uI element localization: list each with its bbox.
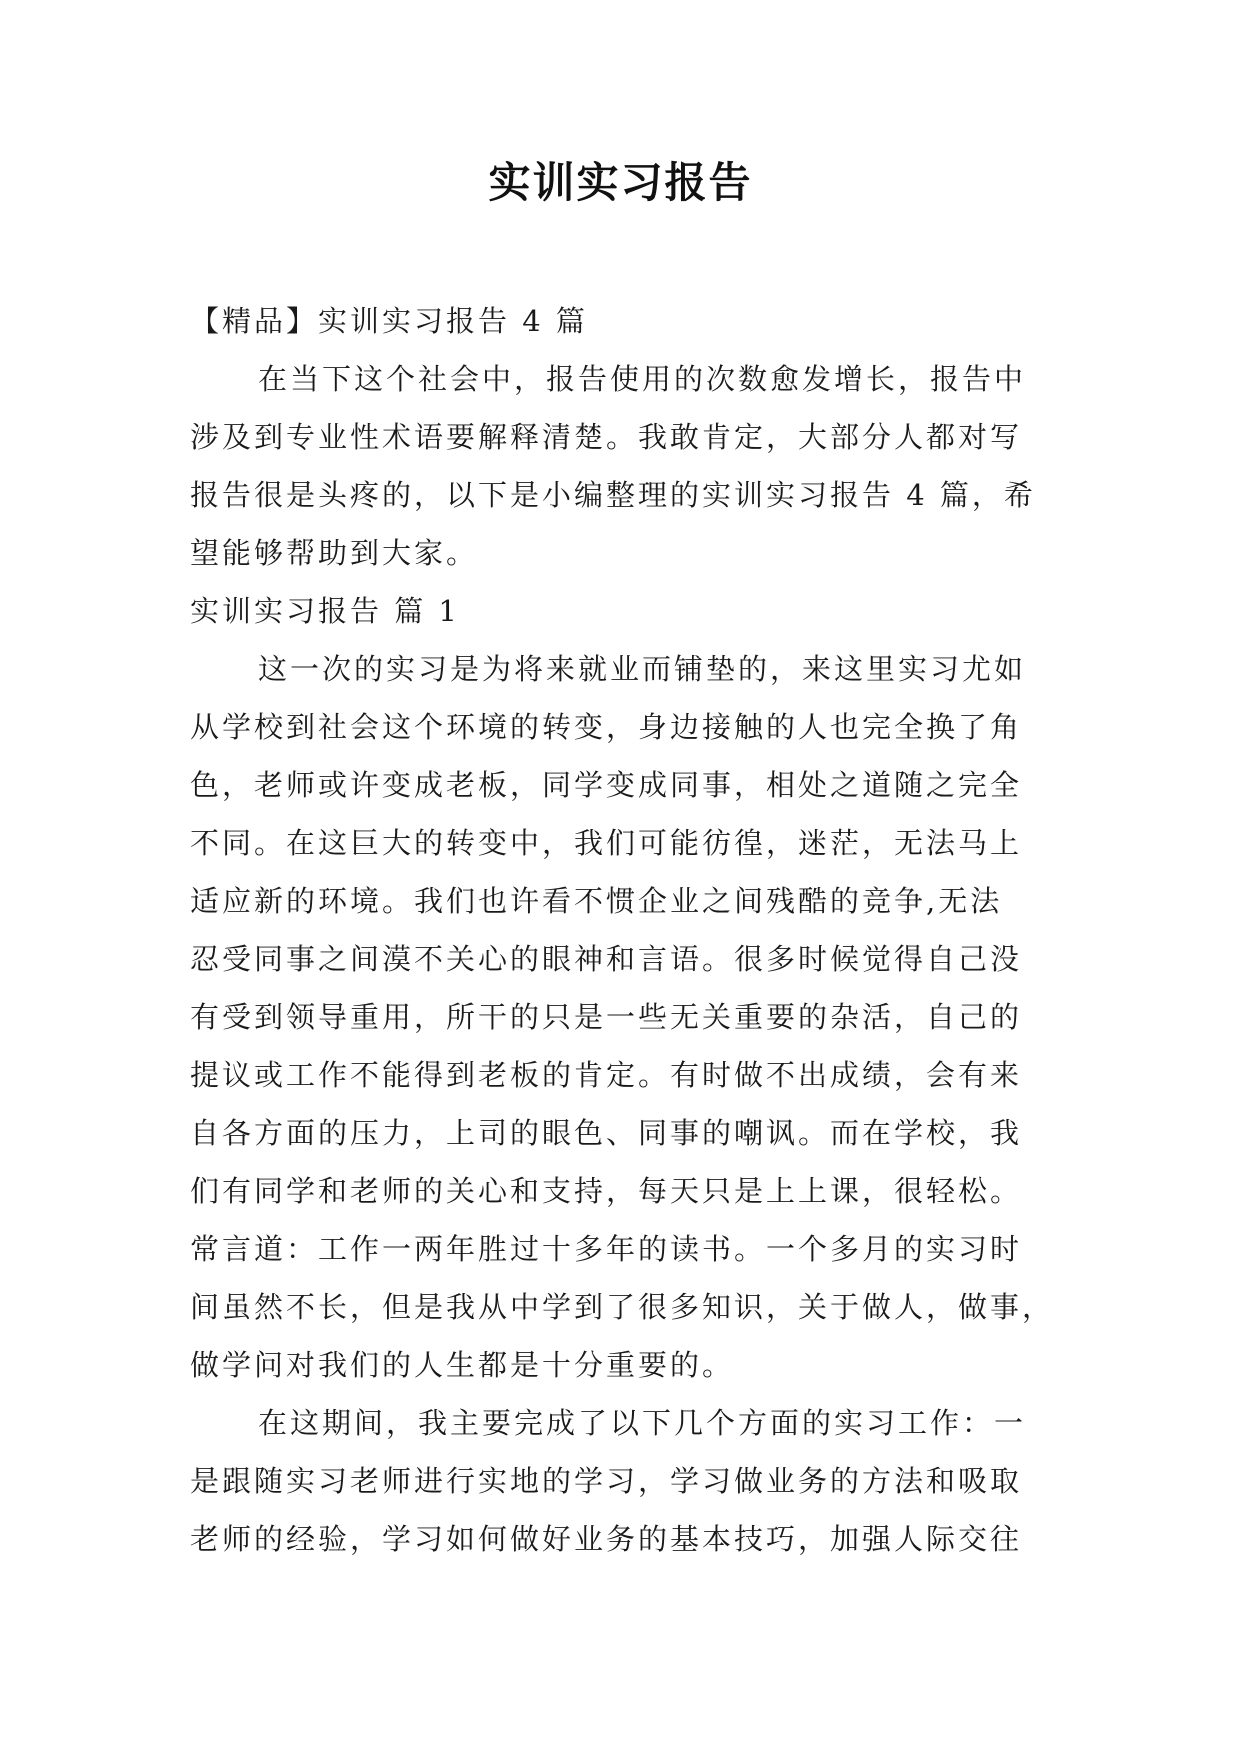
paragraph-line: 自各方面的压力，上司的眼色、同事的嘲讽。而在学校，我 bbox=[190, 1116, 1023, 1150]
paragraph-line: 在当下这个社会中，报告使用的次数愈发增长，报告中 bbox=[258, 362, 1027, 396]
paragraph-line: 老师的经验，学习如何做好业务的基本技巧，加强人际交往 bbox=[190, 1522, 1023, 1556]
paragraph-line: 常言道：工作一两年胜过十多年的读书。一个多月的实习时 bbox=[190, 1232, 1023, 1266]
paragraph-line: 适应新的环境。我们也许看不惯企业之间残酷的竞争,无法 bbox=[190, 884, 1003, 918]
paragraph-line: 涉及到专业性术语要解释清楚。我敢肯定，大部分人都对写 bbox=[190, 420, 1023, 454]
paragraph-line: 间虽然不长，但是我从中学到了很多知识，关于做人，做事， bbox=[190, 1290, 1055, 1324]
paragraph-line: 在这期间，我主要完成了以下几个方面的实习工作：一 bbox=[258, 1406, 1027, 1440]
paragraph-line: 提议或工作不能得到老板的肯定。有时做不出成绩，会有来 bbox=[190, 1058, 1023, 1092]
paragraph-line: 做学问对我们的人生都是十分重要的。 bbox=[190, 1348, 735, 1382]
paragraph-line: 色，老师或许变成老板，同学变成同事，相处之道随之完全 bbox=[190, 768, 1023, 802]
paragraph-line: 忍受同事之间漠不关心的眼神和言语。很多时候觉得自己没 bbox=[190, 942, 1023, 976]
paragraph-line: 从学校到社会这个环境的转变，身边接触的人也完全换了角 bbox=[190, 710, 1023, 744]
heading-line: 【精品】实训实习报告 4 篇 bbox=[190, 304, 588, 338]
paragraph-line: 报告很是头疼的，以下是小编整理的实训实习报告 4 篇，希 bbox=[190, 478, 1036, 512]
paragraph-line: 望能够帮助到大家。 bbox=[190, 536, 479, 570]
document-title: 实训实习报告 bbox=[488, 158, 753, 207]
paragraph-line: 不同。在这巨大的转变中，我们可能彷徨，迷茫，无法马上 bbox=[190, 826, 1023, 860]
paragraph-line: 们有同学和老师的关心和支持，每天只是上上课，很轻松。 bbox=[190, 1174, 1023, 1208]
paragraph-line: 有受到领导重用，所干的只是一些无关重要的杂活，自己的 bbox=[190, 1000, 1023, 1034]
section-heading: 实训实习报告 篇 1 bbox=[190, 594, 460, 628]
paragraph-line: 这一次的实习是为将来就业而铺垫的，来这里实习尤如 bbox=[258, 652, 1027, 686]
paragraph-line: 是跟随实习老师进行实地的学习，学习做业务的方法和吸取 bbox=[190, 1464, 1023, 1498]
document-body bbox=[190, 292, 1060, 1568]
